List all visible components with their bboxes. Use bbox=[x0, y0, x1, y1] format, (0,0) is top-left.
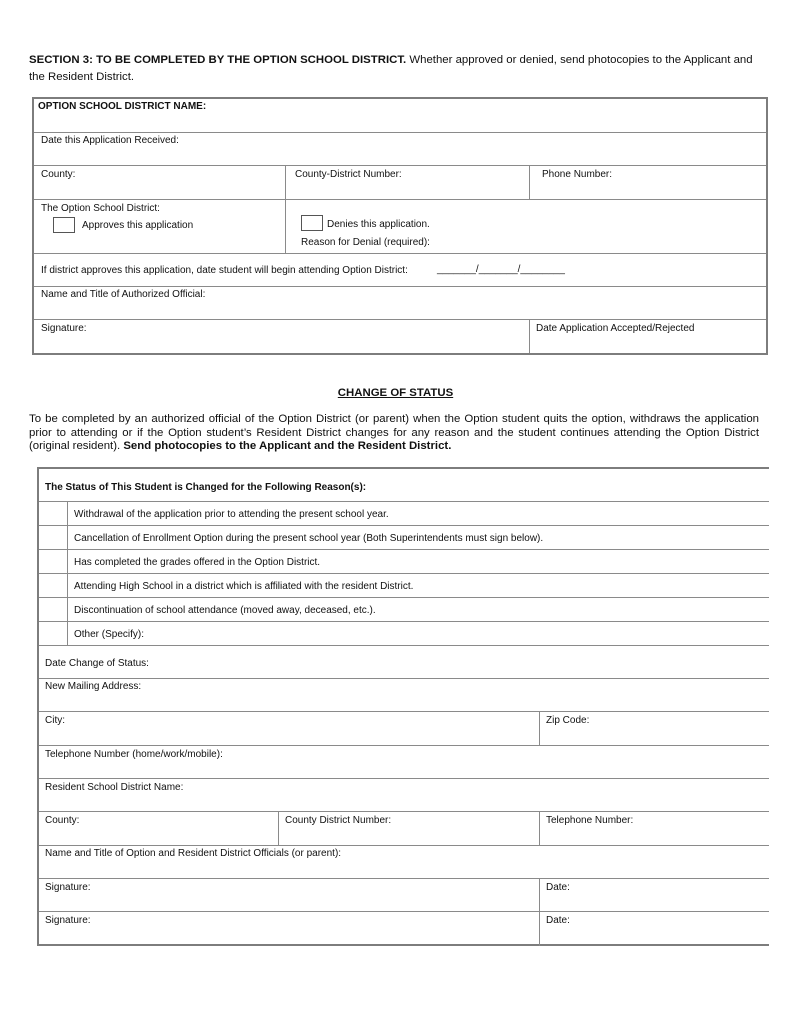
reason-checkbox[interactable] bbox=[39, 598, 68, 621]
telephone-field[interactable] bbox=[539, 812, 769, 845]
officials-label: Name and Title of Option and Resident District Officials (or parent): bbox=[45, 848, 342, 859]
date-change-label: Date Change of Status: bbox=[45, 658, 149, 669]
reason-label: Has completed the grades offered in the Option District. bbox=[74, 557, 321, 568]
denies-label: Denies this application. bbox=[327, 219, 430, 230]
mailing-address-row[interactable] bbox=[39, 679, 769, 712]
date-received-label: Date this Application Received: bbox=[41, 135, 179, 146]
reason-label: Discontinuation of school attendance (moved away, deceased, etc.). bbox=[74, 605, 376, 616]
reason-checkbox[interactable] bbox=[39, 526, 68, 549]
signature1-label: Signature: bbox=[45, 882, 91, 893]
reason-label: Cancellation of Enrollment Option during the present school year (Both Superintendents must sign below). bbox=[74, 533, 544, 544]
reason-row bbox=[39, 526, 769, 550]
date1-label: Date: bbox=[546, 882, 570, 893]
reason-checkbox[interactable] bbox=[39, 502, 68, 525]
date1-field[interactable] bbox=[539, 879, 769, 911]
change-of-status-bold: Send photocopies to the Applicant and the Resident District. bbox=[120, 440, 452, 453]
county-district-number-field-2[interactable] bbox=[278, 812, 539, 845]
approves-checkbox[interactable] bbox=[53, 217, 75, 233]
option-district-table bbox=[32, 97, 768, 355]
zip-label: Zip Code: bbox=[546, 715, 590, 726]
city-row bbox=[39, 712, 769, 746]
county-field[interactable] bbox=[34, 166, 285, 199]
signature1-field[interactable] bbox=[39, 879, 539, 911]
date2-label: Date: bbox=[546, 915, 570, 926]
phone-number-field[interactable] bbox=[529, 166, 766, 199]
reason-denial-label[interactable]: Reason for Denial (required): bbox=[301, 237, 430, 248]
reason-checkbox[interactable] bbox=[39, 574, 68, 597]
change-of-status-paragraph bbox=[29, 413, 759, 454]
signature-row-1 bbox=[39, 879, 769, 912]
option-district-label: The Option School District: bbox=[41, 203, 160, 214]
official-row[interactable] bbox=[34, 287, 766, 320]
county-label: County: bbox=[41, 169, 76, 180]
section3-heading-text: Whether approved or denied, send photocopies to the Applicant and the Resident District. bbox=[29, 54, 753, 83]
approve-cell bbox=[34, 200, 285, 253]
date-change-row[interactable] bbox=[39, 646, 769, 679]
county-field-2[interactable] bbox=[39, 812, 278, 845]
start-date-field[interactable]: _______/_______/________ bbox=[437, 264, 565, 275]
start-date-row bbox=[34, 254, 766, 287]
section3-heading-bold: SECTION 3: TO BE COMPLETED BY THE OPTION SCHOOL DISTRICT. bbox=[29, 54, 407, 66]
reason-row bbox=[39, 622, 769, 646]
county-district-number-label-2: County District Number: bbox=[285, 815, 392, 826]
signature-row-2 bbox=[39, 912, 769, 946]
signature2-field[interactable] bbox=[39, 912, 539, 946]
resident-district-label: Resident School District Name: bbox=[45, 782, 184, 793]
county-label-2: County: bbox=[45, 815, 80, 826]
signature-row bbox=[34, 320, 766, 353]
reason-checkbox[interactable] bbox=[39, 550, 68, 573]
county-row bbox=[34, 166, 766, 200]
county-district-number-label: County-District Number: bbox=[295, 169, 402, 180]
reasons-header-row bbox=[39, 469, 769, 502]
reason-label: Attending High School in a district which is affiliated with the resident District. bbox=[74, 581, 414, 592]
officials-row[interactable] bbox=[39, 846, 769, 879]
reason-checkbox[interactable] bbox=[39, 622, 68, 645]
reason-label: Withdrawal of the application prior to attending the present school year. bbox=[74, 509, 389, 520]
mailing-address-label: New Mailing Address: bbox=[45, 681, 142, 692]
date-accepted-field[interactable] bbox=[529, 320, 766, 353]
county-district-number-field[interactable] bbox=[285, 166, 529, 199]
decision-row bbox=[34, 200, 766, 254]
approves-label: Approves this application bbox=[82, 220, 194, 231]
telephone-hwm-label: Telephone Number (home/work/mobile): bbox=[45, 749, 223, 760]
official-label: Name and Title of Authorized Official: bbox=[41, 289, 206, 300]
telephone-label: Telephone Number: bbox=[546, 815, 634, 826]
reason-other-label[interactable]: Other (Specify): bbox=[74, 629, 145, 640]
change-of-status-text: To be completed by an authorized official of the Option District (or parent) when the Option student quits the option, withdraws the application prior to attending or if the Option student’s Resident District changes for any reason and the student continues attending the Option District (original resident). bbox=[29, 413, 759, 453]
denies-checkbox[interactable] bbox=[301, 215, 323, 231]
signature-label: Signature: bbox=[41, 323, 87, 334]
signature2-label: Signature: bbox=[45, 915, 91, 926]
start-date-label: If district approves this application, date student will begin attending Option District: bbox=[41, 265, 408, 276]
section3-heading bbox=[29, 52, 769, 86]
reason-row bbox=[39, 574, 769, 598]
change-of-status-title: CHANGE OF STATUS bbox=[337, 387, 454, 399]
reason-row bbox=[39, 550, 769, 574]
reason-row bbox=[39, 502, 769, 526]
deny-cell bbox=[285, 200, 766, 253]
date2-field[interactable] bbox=[539, 912, 769, 946]
date-accepted-label: Date Application Accepted/Rejected bbox=[536, 323, 695, 334]
district-name-label: OPTION SCHOOL DISTRICT NAME: bbox=[38, 101, 207, 112]
signature-field[interactable] bbox=[34, 320, 529, 353]
city-label: City: bbox=[45, 715, 65, 726]
zip-field[interactable] bbox=[539, 712, 769, 745]
resident-district-row[interactable] bbox=[39, 779, 769, 812]
district-name-row[interactable] bbox=[34, 99, 766, 133]
date-received-row[interactable] bbox=[34, 133, 766, 166]
telephone-hwm-row[interactable] bbox=[39, 746, 769, 779]
phone-number-label: Phone Number: bbox=[542, 169, 613, 180]
change-status-table bbox=[37, 467, 769, 946]
county-row-2 bbox=[39, 812, 769, 846]
reasons-header: The Status of This Student is Changed for the Following Reason(s): bbox=[45, 482, 367, 493]
reason-row bbox=[39, 598, 769, 622]
city-field[interactable] bbox=[39, 712, 539, 745]
